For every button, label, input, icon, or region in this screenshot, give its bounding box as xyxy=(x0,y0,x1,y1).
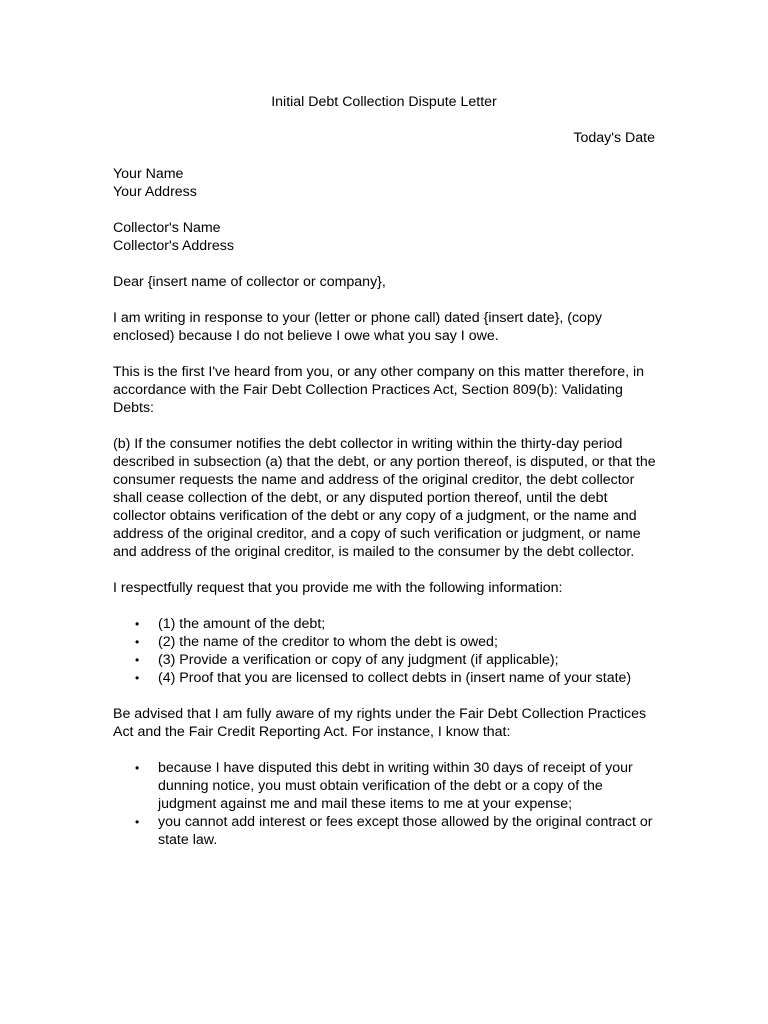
paragraph-request-intro: I respectfully request that you provide me with the following information: xyxy=(113,580,563,596)
list-item xyxy=(113,759,658,813)
list-item-text: (1) the amount of the debt; xyxy=(158,616,326,632)
request-list xyxy=(113,615,658,687)
bullet-icon: • xyxy=(135,671,140,685)
list-item xyxy=(113,615,658,633)
list-item-text: because I have disputed this debt in writing within 30 days of receipt of your dunning notice, you must obtain verification of the debt or a copy of the judgment against me and mail these items to me at your expense; xyxy=(158,760,633,812)
rights-list xyxy=(113,759,658,849)
list-item-text: (3) Provide a verification or copy of any judgment (if applicable); xyxy=(158,652,559,668)
salutation: Dear {insert name of collector or company}, xyxy=(113,274,386,290)
list-item xyxy=(113,651,658,669)
paragraph-statute-quote: (b) If the consumer notifies the debt collector in writing within the thirty-day period described in subsection (a) that the debt, or any portion thereof, is disputed, or that the consumer requests the name and address of the original creditor, the debt collector shall cease collection of the debt, or any disputed portion thereof, until the debt collector obtains verification of the debt or any copy of a judgment, or the name and address of the original creditor, and a copy of such verification or judgment, or name and address of the original creditor, is mailed to the consumer by the debt collector. xyxy=(113,436,656,560)
paragraph-rights-intro: Be advised that I am fully aware of my rights under the Fair Debt Collection Practices Act and the Fair Credit Reporting Act. For instance, I know that: xyxy=(113,706,647,740)
letter-body xyxy=(113,165,658,867)
sender-name: Your Name xyxy=(113,166,184,182)
paragraph-first-contact: This is the first I've heard from you, or any other company on this matter therefore, in accordance with the Fair Debt Collection Practices Act, Section 809(b): Validating Debts: xyxy=(113,364,645,416)
list-item-text: (4) Proof that you are licensed to collect debts in (insert name of your state) xyxy=(158,670,632,686)
sender-address: Your Address xyxy=(113,184,197,200)
list-item xyxy=(113,669,658,687)
bullet-icon: • xyxy=(135,635,140,649)
list-item-text: you cannot add interest or fees except those allowed by the original contract or state law. xyxy=(158,814,653,848)
letter-date: Today's Date xyxy=(573,130,655,146)
bullet-icon: • xyxy=(135,653,140,667)
list-item xyxy=(113,813,658,849)
recipient-address: Collector's Address xyxy=(113,238,234,254)
recipient-name: Collector's Name xyxy=(113,220,221,236)
list-item-text: (2) the name of the creditor to whom the debt is owed; xyxy=(158,634,498,650)
bullet-icon: • xyxy=(135,761,140,775)
paragraph-response: I am writing in response to your (letter or phone call) dated {insert date}, (copy enclosed) because I do not believe I owe what you say I owe. xyxy=(113,310,602,344)
letter-title: Initial Debt Collection Dispute Letter xyxy=(271,94,497,110)
list-item xyxy=(113,633,658,651)
bullet-icon: • xyxy=(135,815,140,829)
bullet-icon: • xyxy=(135,617,140,631)
